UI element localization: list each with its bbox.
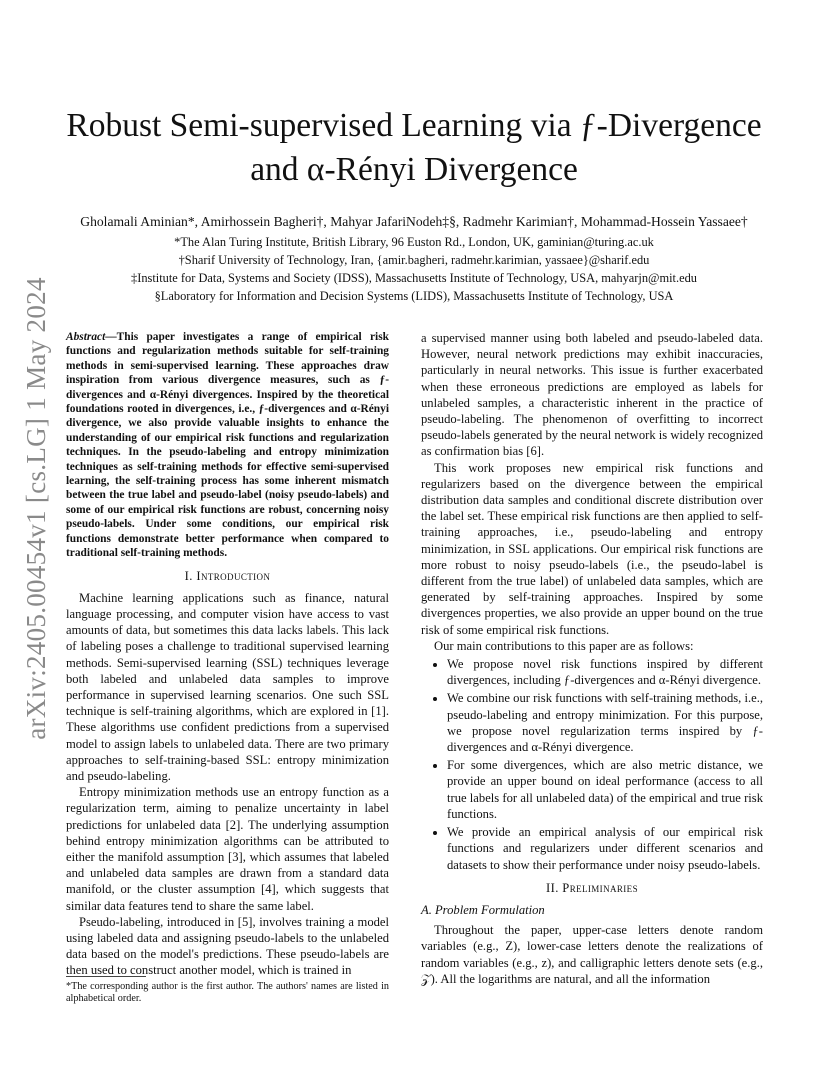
abstract-text: —This paper investigates a range of empirical risk functions and regularization methods suitable for self-training methods in semi-supervised learning. These approaches draw inspiration from various divergence measures, such as ƒ- divergences and α-Rényi divergences. Inspired by the theoretical foundations rooted in divergences, i.e., ƒ-divergences and α-Rényi divergence, we also provide valuable insights to enhance the understanding of our empirical risk functions and regularization techniques. In the pseudo-labeling and entropy minimization techniques as self-training methods for effective semi-supervised learning, the self-training process has some inherent mismatch between the true label and pseudo-label (noisy pseudo-labels) and some of our empirical risk functions are robust, concerning noisy pseudo-labels. Under some conditions, our empirical risk functions demonstrate better performance when compared to traditional self-training methods.	[66, 331, 389, 560]
arxiv-identifier-stamp	[18, 258, 54, 758]
contribution-item: • We provide an empirical analysis of our empirical risk functions and regularizers under different scenarios and datasets to show their performance under noisy pseudo-labels.	[447, 824, 763, 873]
contribution-item: • We propose novel risk functions inspired by different divergences, including ƒ-divergences and α-Rényi divergence.	[447, 656, 763, 688]
affiliation-idss: ‡Institute for Data, Systems and Society (IDSS), Massachusetts Institute of Technology, USA, mahyarjn@mit.edu	[131, 271, 697, 285]
contributions-list	[421, 656, 763, 873]
abstract-label: Abstract	[66, 331, 106, 343]
intro-paragraph-2: Entropy minimization methods use an entropy function as a regularization term, aiming to penalize uncertainty in label predictions for unlabeled data [2]. The underlying assumption behind entropy minimization algorithms can be attributed to either the manifold assumption [3], which assumes that labeled and unlabeled data samples are drawn from a standard data manifold, or the cluster assumption [4], which suggests that similar data features tend to share the same label.	[66, 785, 389, 913]
subsection-heading-problem-formulation: A. Problem Formulation	[421, 902, 545, 917]
intro-continuation: a supervised manner using both labeled and pseudo-labeled data. However, neural network predictions may exhibit inaccuracies, particularly in neural networks. This issue is further exacerbated when these erroneous predictions are employed as labels for unlabeled samples, a characteristic inherent in the practice of pseudo-labeling. The phenomenon of overfitting to incorrect pseudo-labels generated by the neural network is widely recognized as confirmation bias [6].	[421, 331, 764, 459]
preliminaries-paragraph-1: Throughout the paper, upper-case letters denote random variables (e.g., Z), lower-case letters denote the realizations of random variables (e.g., z), and calligraphic letters denote sets (e.g., 𝒵). All the logarithms are natural, and all the information	[421, 923, 763, 986]
affiliation-sharif: †Sharif University of Technology, Iran, {amir.bagheri, radmehr.karimian, yassaee}@sharif.edu	[178, 253, 650, 267]
intro-paragraph-4: This work proposes new empirical risk functions and regularizers based on the divergence between the empirical distribution data samples and conditional discrete distribution over the label set. These empirical risk functions are then applied to self-training approaches, i.e., pseudo-labeling and entropy minimization, in SSL applications. Our empirical risk functions are more robust to noisy pseudo-labels (i.e., the pseudo-label is different from the true label) of unlabeled data samples, which are generated by self-training approaches. Inspired by some divergences properties, we also provide an upper bound on the true risk of some empirical risk functions.	[421, 460, 763, 637]
abstract	[66, 330, 389, 561]
section-heading-introduction: I. Introduction	[184, 568, 271, 583]
left-column	[66, 330, 389, 979]
affiliations	[40, 233, 788, 305]
paper-title: Robust Semi-supervised Learning via ƒ-Divergence and α-Rényi Divergence	[66, 107, 762, 188]
affiliation-lids: §Laboratory for Information and Decision Systems (LIDS), Massachusetts Institute of Technology, USA	[154, 289, 674, 303]
section-heading-preliminaries: II. Preliminaries	[546, 880, 638, 895]
contribution-item: • We combine our risk functions with self-training methods, i.e., pseudo-labeling and entropy minimization. For this purpose, we propose novel regularization terms inspired by ƒ-divergences and α-Rényi divergence.	[447, 690, 763, 755]
footnote: *The corresponding author is the first author. The authors' names are listed in alphabetical order.	[66, 981, 389, 1005]
affiliation-turing: *The Alan Turing Institute, British Library, 96 Euston Rd., London, UK, gaminian@turing.ac.uk	[174, 235, 654, 249]
author-list: Gholamali Aminian*, Amirhossein Bagheri†, Mahyar JafariNodeh‡§, Radmehr Karimian†, Mohammad-Hossein Yassaee†	[80, 214, 748, 229]
footnote-divider	[66, 976, 146, 977]
intro-paragraph-1: Machine learning applications such as finance, natural language processing, and computer vision have access to vast amounts of data, but sometimes this data lacks labels. This lack of labeling poses a challenge to traditional supervised learning methods. Semi-supervised learning (SSL) techniques leverage both labeled and unlabeled data samples to improve performance in supervised learning scenarios. One such SSL technique is self-training algorithms, which are explored in [1]. These algorithms use confident predictions from a supervised model to assign labels to unlabeled data. There are two primary approaches to self-training-based SSL: entropy minimization and pseudo-labeling.	[66, 590, 389, 783]
right-column	[421, 330, 763, 987]
contributions-intro: Our main contributions to this paper are as follows:	[434, 638, 694, 653]
contribution-item: • For some divergences, which are also metric distance, we provide an upper bound on ideal performance (access to all true labels for all unlabeled data) of the empirical and true risk functions.	[447, 757, 763, 822]
arxiv-id-text: arXiv:2405.00454v1 [cs.LG] 1 May 2024	[20, 276, 51, 740]
intro-paragraph-3: Pseudo-labeling, introduced in [5], involves training a model using labeled data and assigning pseudo-labels to the unlabeled data based on the model's predictions. These pseudo-labels are then used to construct another model, which is trained in	[66, 914, 389, 978]
